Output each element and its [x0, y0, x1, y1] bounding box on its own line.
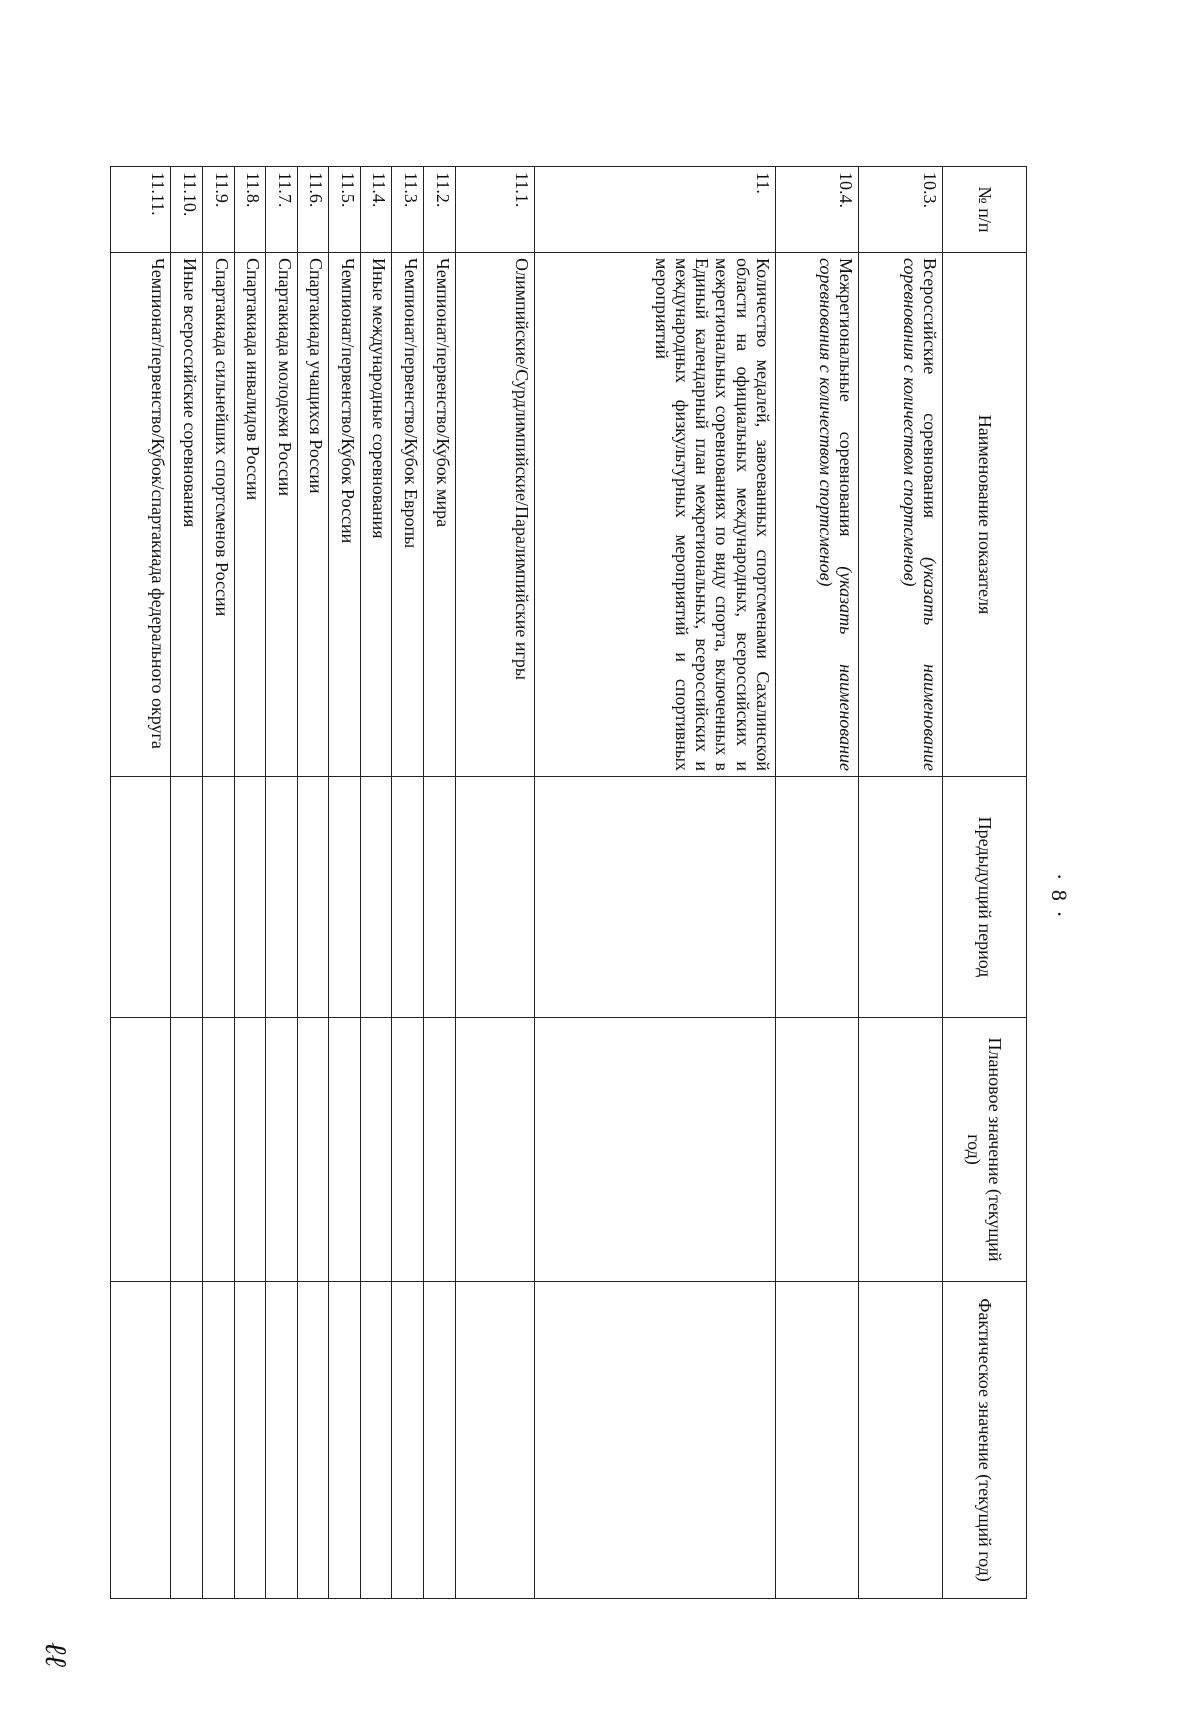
- row-name: Спартакиада учащихся России: [297, 253, 329, 777]
- cell-prev: [424, 777, 456, 1018]
- row-name: Чемпионат/первенство/Кубок России: [329, 253, 361, 777]
- row-name: Спартакиада молодежи России: [266, 253, 298, 777]
- row-num: 11.4.: [360, 167, 392, 253]
- row-name: Иные всероссийские соревнования: [171, 253, 203, 777]
- row-num: 11.6.: [297, 167, 329, 253]
- cell-prev: [202, 777, 234, 1018]
- cell-fact: [535, 1282, 776, 1599]
- cell-plan: [360, 1018, 392, 1282]
- cell-fact: [392, 1282, 424, 1599]
- cell-prev: [111, 777, 171, 1018]
- cell-prev: [360, 777, 392, 1018]
- row-name: Чемпионат/первенство/Кубок Европы: [392, 253, 424, 777]
- table-header-row: [943, 167, 1027, 1599]
- row-name: Спартакиада сильнейших спортсменов России: [202, 253, 234, 777]
- cell-prev: [171, 777, 203, 1018]
- table-row: [392, 167, 424, 1599]
- cell-plan: [455, 1018, 535, 1282]
- cell-prev: [234, 777, 266, 1018]
- cell-fact: [111, 1282, 171, 1599]
- cell-plan: [859, 1018, 943, 1282]
- table-row: [202, 167, 234, 1599]
- header-num: № п/п: [943, 167, 1027, 253]
- row-name: Иные международные соревнования: [360, 253, 392, 777]
- handwritten-mark: ℓℓ: [39, 1642, 72, 1667]
- cell-prev: [297, 777, 329, 1018]
- cell-fact: [859, 1282, 943, 1599]
- cell-prev: [455, 777, 535, 1018]
- table-row: [266, 167, 298, 1599]
- cell-plan: [297, 1018, 329, 1282]
- row-name: Количество медалей, завоеванных спортсменами Сахалинской области на официальных международных, всероссийских и межрегиональных соревнованиях по виду спорта, включенных в Единый календарный план межрегиональных, всероссийских и международных физкультурных мероприятий и спортивных мероприятий: [535, 253, 776, 777]
- table-row: [775, 167, 859, 1599]
- cell-plan: [111, 1018, 171, 1282]
- cell-fact: [171, 1282, 203, 1599]
- cell-fact: [202, 1282, 234, 1599]
- row-num: 11.8.: [234, 167, 266, 253]
- cell-prev: [329, 777, 361, 1018]
- cell-fact: [234, 1282, 266, 1599]
- cell-fact: [360, 1282, 392, 1599]
- cell-plan: [775, 1018, 859, 1282]
- row-num: 11.: [535, 167, 776, 253]
- row-name: Всероссийские соревнования (указать наименование соревнования с количеством спортсменов): [859, 253, 943, 777]
- header-plan-value: Плановое значение (текущий год): [943, 1018, 1027, 1282]
- row-num: 11.7.: [266, 167, 298, 253]
- table-row: [535, 167, 776, 1599]
- table-row: [859, 167, 943, 1599]
- table-row: [360, 167, 392, 1599]
- cell-plan: [424, 1018, 456, 1282]
- row-num: 10.4.: [775, 167, 859, 253]
- row-num: 11.11.: [111, 167, 171, 253]
- row-num: 11.1.: [455, 167, 535, 253]
- row-num: 11.3.: [392, 167, 424, 253]
- cell-prev: [266, 777, 298, 1018]
- cell-fact: [455, 1282, 535, 1599]
- row-num: 11.10.: [171, 167, 203, 253]
- table-row: [111, 167, 171, 1599]
- cell-fact: [775, 1282, 859, 1599]
- table-row: [424, 167, 456, 1599]
- cell-plan: [392, 1018, 424, 1282]
- cell-plan: [329, 1018, 361, 1282]
- cell-fact: [266, 1282, 298, 1599]
- table-row: [234, 167, 266, 1599]
- row-name: Олимпийские/Сурдлимпийские/Паралимпийские игры: [455, 253, 535, 777]
- cell-plan: [266, 1018, 298, 1282]
- row-name: Спартакиада инвалидов России: [234, 253, 266, 777]
- row-name: Межрегиональные соревнования (указать наименование соревнования с количеством спортсменов): [775, 253, 859, 777]
- row-num: 11.9.: [202, 167, 234, 253]
- cell-plan: [171, 1018, 203, 1282]
- indicators-table: [110, 166, 1027, 1599]
- header-prev-period: Предыдущий период: [943, 777, 1027, 1018]
- row-name: Чемпионат/первенство/Кубок/спартакиада федерального округа: [111, 253, 171, 777]
- cell-plan: [202, 1018, 234, 1282]
- table-row: [455, 167, 535, 1599]
- cell-plan: [234, 1018, 266, 1282]
- cell-fact: [297, 1282, 329, 1599]
- header-fact-value: Фактическое значение (текущий год): [943, 1282, 1027, 1599]
- table-row: [171, 167, 203, 1599]
- cell-prev: [535, 777, 776, 1018]
- rotated-table-container: [110, 166, 1027, 1598]
- cell-prev: [392, 777, 424, 1018]
- table-row: [329, 167, 361, 1599]
- row-num: 11.5.: [329, 167, 361, 253]
- row-name: Чемпионат/первенство/Кубок мира: [424, 253, 456, 777]
- cell-prev: [775, 777, 859, 1018]
- cell-prev: [859, 777, 943, 1018]
- header-name: Наименование показателя: [943, 253, 1027, 777]
- cell-fact: [424, 1282, 456, 1599]
- page-number: · 8 ·: [1047, 873, 1072, 920]
- cell-fact: [329, 1282, 361, 1599]
- row-num: 10.3.: [859, 167, 943, 253]
- cell-plan: [535, 1018, 776, 1282]
- table-row: [297, 167, 329, 1599]
- row-num: 11.2.: [424, 167, 456, 253]
